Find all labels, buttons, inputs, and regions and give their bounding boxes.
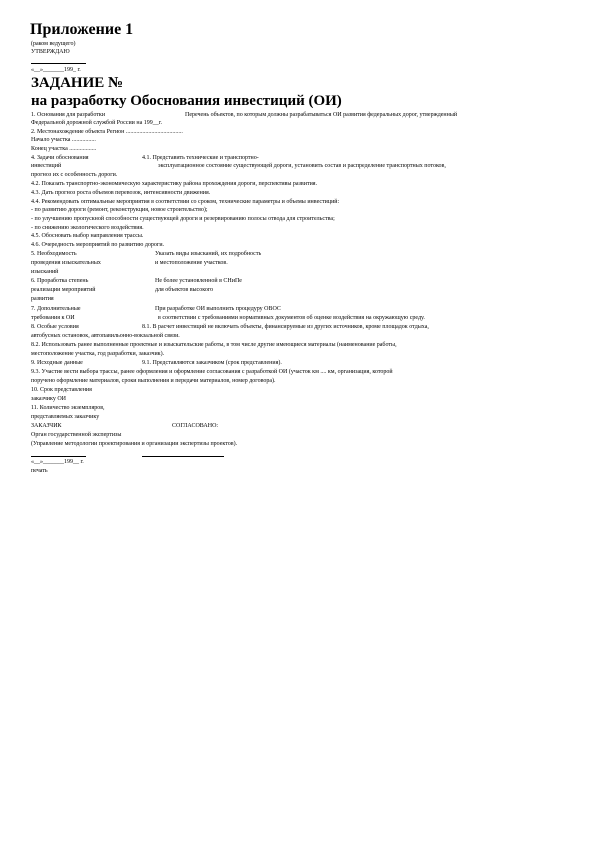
task-subtitle: на разработку Обоснования инвестиций (ОИ) (31, 93, 342, 109)
item-9-3-cont: поручено оформление материалов, сроки выполнения и передачи материалов, номер договора). (31, 378, 276, 384)
item-10-label: 10. Срок представления (31, 387, 92, 393)
item-11-label-cont: представляемых заказчику (31, 414, 100, 420)
item-6-label: 6. Проработка степень (31, 278, 89, 284)
item-1-text-cont: Федеральной дорожной службой России на 199__г. (31, 120, 163, 126)
item-6-text-cont: для объектов высокого (155, 287, 214, 293)
approve-label: УТВЕРЖДАЮ (31, 49, 70, 55)
item-5-text-cont: и местоположение участков. (155, 260, 228, 266)
item-8-1-cont: автобусных остановок, автопавильонно-вокзальной связи. (31, 333, 180, 339)
item-11-label: 11. Количество экземпляров, (31, 405, 105, 411)
customer-hint: (раком ведущего) (31, 41, 76, 47)
agreed-label: СОГЛАСОВАНО: (172, 423, 219, 429)
item-5-label: 5. Необходимость (31, 251, 77, 257)
item-6-label-cont: реализации мероприятий (31, 287, 96, 293)
item-7-text-cont: в соответствии с требованиями нормативных документов об оценке воздействия на окружающую среду. (158, 315, 425, 321)
item-4-3: 4.3. Дать прогноз роста объемов перевозок, интенсивности движения. (31, 190, 211, 196)
item-4-1-end: прогноз их с особенность дороги. (31, 172, 118, 178)
item-4-1: 4.1. Представить технические и транспортно- (142, 155, 259, 161)
item-4-4: 4.4. Рекомендовать оптимальные мероприятия в соответствии со сроком, технические параметры и объемы инвестиций: (31, 199, 340, 205)
item-7-label-cont: требования к ОИ (31, 315, 75, 321)
approve-date: «__»_______199_ г. (31, 67, 81, 73)
item-7-label: 7. Дополнительные (31, 306, 81, 312)
item-1-text: Перечень объектов, по которым должны разрабатываться ОИ развития федеральных дорог, утвержденный (185, 112, 458, 118)
item-8-1: 8.1. В расчет инвестиций не включать объекты, финансируемые из других источников, кроме площадок отдыха, (142, 324, 429, 330)
item-4-4-c: - по снижению экологического воздействия. (31, 225, 144, 231)
expertise-org-detail: (Управление методологии проектирования и организации экспертизы проектов). (31, 441, 238, 447)
task-title: ЗАДАНИЕ № (31, 75, 124, 91)
customer-label: ЗАКАЗЧИК (31, 423, 62, 429)
signature-date: «__»_______199__ г. (31, 459, 84, 465)
approve-signature-line (31, 63, 86, 64)
item-4-6: 4.6. Очередность мероприятий по развитию дороги. (31, 242, 165, 248)
item-6-label-end: развития (31, 296, 54, 302)
expertise-org: Орган государственной экспертизы (31, 432, 122, 438)
agreed-signature-line (142, 456, 224, 457)
seal-label: печать (31, 468, 48, 474)
item-4-2: 4.2. Показать транспортно-экономическую характеристику района прохождения дороги, перспективы развития. (31, 181, 318, 187)
item-2: 2. Местонахождение объекта Регион ...................................... (31, 129, 183, 135)
item-6-text: Не более установленной в СНиПе (155, 278, 242, 284)
item-5-label-cont: проведения изыскательных (31, 260, 101, 266)
item-10-label-cont: заказчику ОИ (31, 396, 66, 402)
item-4-5: 4.5. Обосновать выбор направления трассы. (31, 233, 144, 239)
item-4-4-a: - по развитию дороги (ремонт, реконструкция, новое строительство); (31, 207, 208, 213)
customer-signature-line (31, 456, 86, 457)
item-4-1-cont: эксплуатационное состояние существующей дороги, установить состав и распределение транспортных потоков, (158, 163, 446, 169)
item-8-label: 8. Особые условия (31, 324, 79, 330)
item-2-start: Начало участка ................ (31, 137, 96, 143)
item-5-label-end: изысканий (31, 269, 59, 275)
item-9-label: 9. Исходные данные (31, 360, 83, 366)
item-7-text: При разработке ОИ выполнить процедуру ОВОС (155, 306, 281, 312)
item-9-1: 9.1. Представляются заказчиком (срок представления). (142, 360, 282, 366)
item-2-end: Конец участка .................. (31, 146, 97, 152)
item-4-label-cont: инвестиций (31, 163, 62, 169)
item-9-3: 9.3. Участие вести выбора трассы, ранее оформления и оформление согласования с разработкой ОИ (участок км .... км, организация, которой (31, 369, 393, 375)
item-8-2-cont: местоположение участка, год разработки, заказчик). (31, 351, 165, 357)
appendix-title: Приложение 1 (30, 21, 134, 38)
item-8-2: 8.2. Использовать ранее выполненные проектные и изыскательские работы, в том числе другие имеющиеся материалы (наименование работы, (31, 342, 397, 348)
item-1-label: 1. Основания для разработки (31, 112, 106, 118)
item-5-text: Указать виды изысканий, их подробность (155, 251, 262, 257)
item-4-4-b: - по улучшению пропускной способности существующей дороги и резервированию полосы отвода для строительства; (31, 216, 335, 222)
item-4-label: 4. Задачи обоснования (31, 155, 89, 161)
